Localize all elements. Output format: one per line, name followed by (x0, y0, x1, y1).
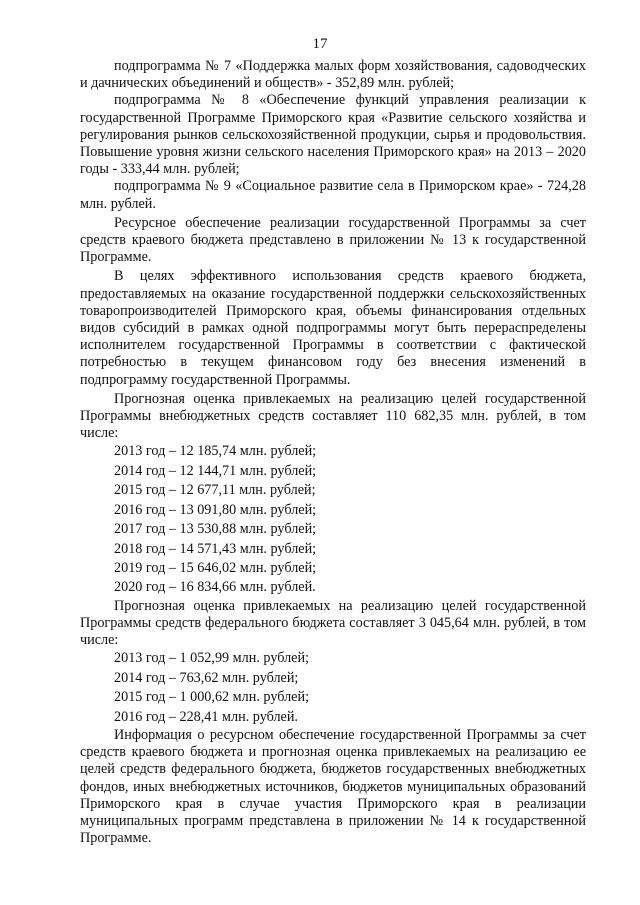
paragraph-subprogram-7: подпрограмма № 7 «Поддержка малых форм хозяйствования, садоводческих и дачнических объединений и обществ» - 352,89 млн. рублей; (80, 58, 586, 92)
list-item: 2018 год – 14 571,43 млн. рублей; (114, 540, 317, 557)
paragraph-extrabudget-estimate: Прогнозная оценка привлекаемых на реализацию целей государственной Программы внебюджетных средств составляет 110 682,35 млн. рублей, в том числе: (80, 390, 586, 442)
list-item: 2013 год – 1 052,99 млн. рублей; (114, 650, 310, 667)
paragraph-federal-estimate: Прогнозная оценка привлекаемых на реализацию целей государственной Программы средств федерального бюджета составляет 3 045,64 млн. рублей, в том числе: (80, 597, 586, 649)
list-item: 2017 год – 13 530,88 млн. рублей; (114, 521, 317, 538)
list-item: 2014 год – 12 144,71 млн. рублей; (114, 462, 317, 479)
paragraph-subprogram-9: подпрограмма № 9 «Социальное развитие села в Приморском крае» - 724,28 млн. рублей. (80, 178, 586, 212)
paragraph-subprogram-8: подпрограмма № 8 «Обеспечение функций управления реализации к государственной Программе Приморского края «Развитие сельского хозяйства и регулирования рынков сельскохозяйственной продукции, сырья и продовольствия. Повышение уровня жизни сельского населения Приморского края» на 2013 – 2020 годы - 333,44 млн. рублей; (80, 92, 586, 178)
list-item: 2013 год – 12 185,74 млн. рублей; (114, 443, 317, 460)
list-item: 2020 год – 16 834,66 млн. рублей. (114, 579, 316, 596)
extrabudget-year-list (80, 442, 586, 597)
federal-year-list (80, 649, 586, 727)
paragraph-regional-budget: Ресурсное обеспечение реализации государственной Программы за счет средств краевого бюджета представлено в приложении № 13 к государственной Программе. (80, 214, 586, 266)
list-item: 2014 год – 763,62 млн. рублей; (114, 669, 299, 686)
page-number: 17 (312, 36, 328, 52)
list-item: 2015 год – 12 677,11 млн. рублей; (114, 482, 316, 499)
list-item: 2016 год – 228,41 млн. рублей. (114, 708, 298, 725)
paragraph-resource-information: Информация о ресурсном обеспечение государственной Программы за счет средств краевого бюджета и прогнозная оценка привлекаемых на реализацию ее целей средств федерального бюджета, бюджетов государственных внебюджетных фондов, иных внебюджетных источников, бюджетов муниципальных образований Приморского края в случае участия Приморского края в реализации муниципальных программ представлена в приложении № 14 к государственной Программе. (80, 726, 586, 847)
list-item: 2015 год – 1 000,62 млн. рублей; (114, 689, 310, 706)
paragraph-subsidy-redistribution: В целях эффективного использования средств краевого бюджета, предоставляемых на оказание государственной поддержки сельскохозяйственных товаропроизводителей Приморского края, объемы финансирования отдельных видов субсидий в рамках одной подпрограммы могут быть перераспределены исполнителем государственной Программы в соответствии с фактической потребностью в текущем финансовом году без внесения изменений в подпрограмму государственной Программы. (80, 268, 586, 388)
document-body (80, 58, 586, 847)
list-item: 2016 год – 13 091,80 млн. рублей; (114, 501, 317, 518)
list-item: 2019 год – 15 646,02 млн. рублей; (114, 559, 317, 576)
